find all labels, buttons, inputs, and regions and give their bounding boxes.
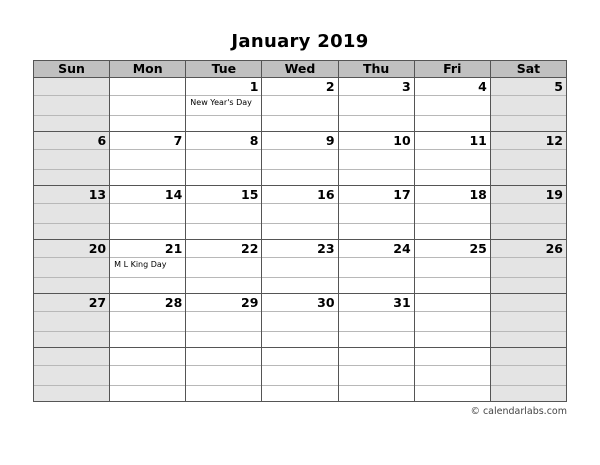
day-cell[interactable] [339, 78, 415, 131]
footer-site: calendarlabs.com [482, 406, 567, 417]
day-number: 3 [402, 79, 411, 94]
weekday-mon: Mon [110, 61, 186, 77]
day-cell[interactable] [415, 78, 491, 131]
day-cell[interactable] [34, 132, 110, 185]
day-cell[interactable] [34, 240, 110, 293]
day-cell[interactable] [186, 240, 262, 293]
week-row [34, 294, 566, 348]
day-cell[interactable] [186, 132, 262, 185]
day-cell[interactable] [110, 348, 186, 401]
day-number: 8 [249, 133, 259, 148]
weekday-header [34, 61, 566, 78]
footer-credit [470, 406, 567, 417]
calendar-title: January 2019 [231, 31, 369, 52]
day-number: 4 [478, 79, 487, 94]
day-cell[interactable] [186, 348, 262, 401]
day-cell[interactable] [415, 348, 491, 401]
week-row [34, 132, 566, 186]
day-number: 24 [393, 241, 411, 256]
day-cell[interactable] [415, 132, 491, 185]
weekday-thu: Thu [339, 61, 415, 77]
weekday-fri: Fri [415, 61, 491, 77]
week-row [34, 78, 566, 132]
day-cell[interactable] [491, 348, 566, 401]
day-number: 29 [241, 295, 259, 310]
day-number: 16 [317, 187, 335, 202]
day-cell[interactable] [262, 186, 338, 239]
day-number: 28 [164, 295, 183, 310]
day-cell[interactable] [339, 294, 415, 347]
calendar-grid [33, 60, 567, 402]
day-number: 19 [545, 187, 563, 202]
day-number: 17 [393, 187, 411, 202]
week-row [34, 186, 566, 240]
day-cell[interactable] [491, 78, 566, 131]
day-cell[interactable] [491, 132, 566, 185]
day-cell[interactable] [262, 132, 338, 185]
day-number: 21 [164, 241, 183, 256]
day-cell[interactable] [110, 240, 186, 293]
day-cell[interactable] [262, 78, 338, 131]
day-number: 15 [241, 187, 259, 202]
day-number: 31 [393, 295, 411, 310]
day-number: 2 [325, 79, 335, 94]
day-number: 9 [325, 133, 335, 148]
weekday-wed: Wed [262, 61, 338, 77]
day-cell[interactable] [110, 294, 186, 347]
day-cell[interactable] [110, 132, 186, 185]
day-cell[interactable] [339, 348, 415, 401]
day-number: 11 [469, 133, 487, 148]
day-number: 26 [545, 241, 563, 256]
day-cell[interactable] [34, 294, 110, 347]
weeks-container [34, 78, 566, 401]
day-number: 6 [97, 133, 107, 148]
day-cell[interactable] [415, 186, 491, 239]
day-number: 20 [88, 241, 107, 256]
day-cell[interactable] [339, 240, 415, 293]
day-cell[interactable] [491, 186, 566, 239]
day-number: 14 [164, 187, 183, 202]
day-cell[interactable] [262, 348, 338, 401]
weekday-sat: Sat [516, 61, 541, 76]
day-number: 12 [545, 133, 563, 148]
day-number: 23 [317, 241, 335, 256]
week-row [34, 348, 566, 401]
weekday-tue: Tue [186, 61, 262, 77]
day-number: 1 [249, 79, 259, 94]
day-cell[interactable] [34, 78, 110, 131]
day-cell[interactable] [415, 240, 491, 293]
day-number: 27 [88, 295, 107, 310]
copyright-symbol: © [470, 406, 480, 417]
day-cell[interactable] [110, 78, 186, 131]
day-cell[interactable] [339, 186, 415, 239]
day-number: 5 [554, 79, 563, 94]
day-number: 13 [88, 187, 107, 202]
day-cell[interactable] [186, 294, 262, 347]
day-number: 18 [469, 187, 487, 202]
day-cell[interactable] [262, 240, 338, 293]
day-cell[interactable] [491, 240, 566, 293]
day-event: New Year's Day [190, 98, 252, 107]
day-cell[interactable] [491, 294, 566, 347]
day-cell[interactable] [110, 186, 186, 239]
day-number: 25 [469, 241, 487, 256]
day-number: 7 [173, 133, 183, 148]
day-cell[interactable] [186, 186, 262, 239]
day-cell[interactable] [262, 294, 338, 347]
day-cell[interactable] [186, 78, 262, 131]
day-cell[interactable] [339, 132, 415, 185]
day-number: 22 [241, 241, 259, 256]
day-cell[interactable] [34, 348, 110, 401]
day-number: 10 [393, 133, 411, 148]
day-number: 30 [317, 295, 335, 310]
week-row [34, 240, 566, 294]
day-cell[interactable] [415, 294, 491, 347]
day-event: M L King Day [114, 260, 167, 269]
weekday-sun: Sun [34, 61, 110, 77]
day-cell[interactable] [34, 186, 110, 239]
